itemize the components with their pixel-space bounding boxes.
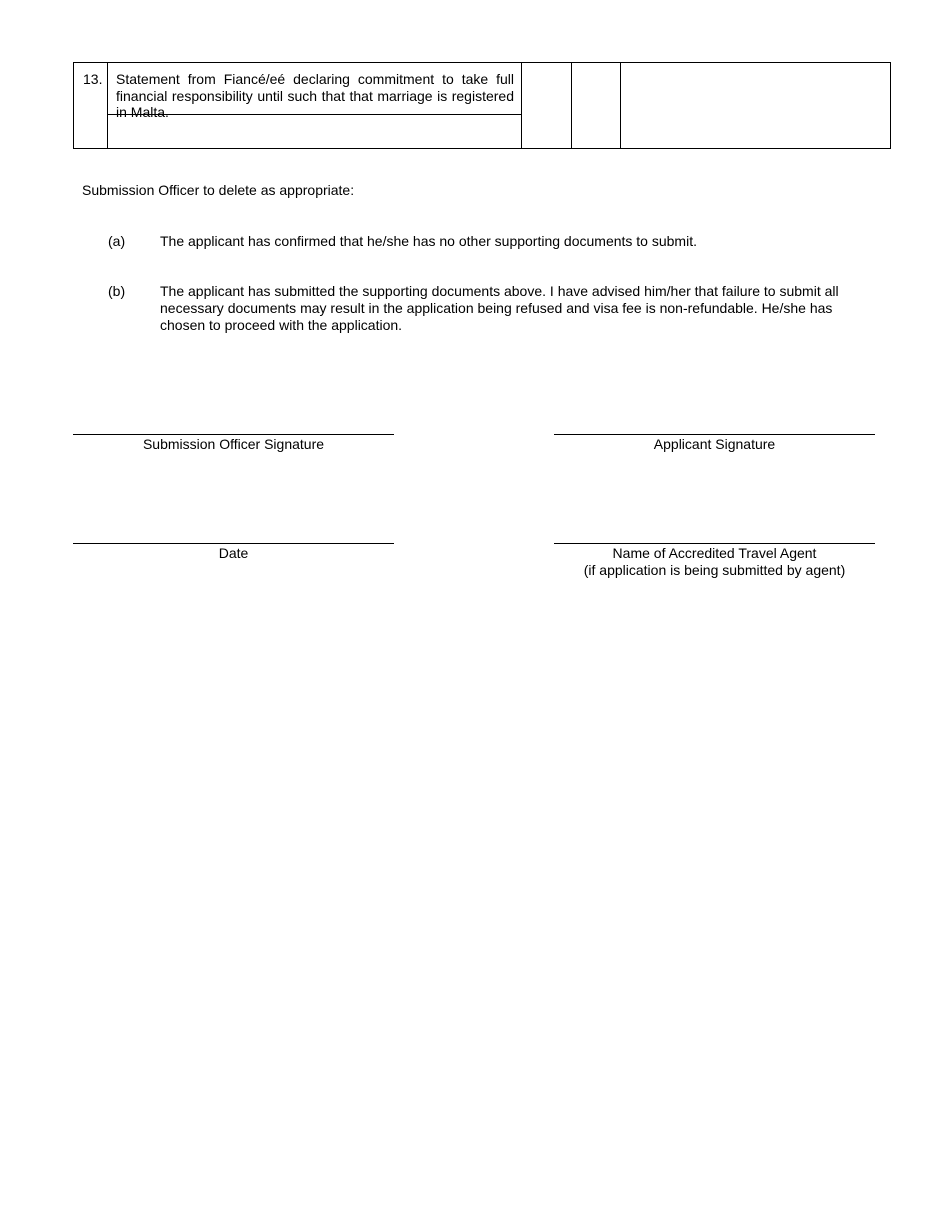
remarks-cell[interactable] bbox=[621, 63, 891, 149]
date-label: Date bbox=[218, 545, 249, 561]
clause-b bbox=[108, 283, 868, 334]
officer-signature-line[interactable] bbox=[73, 434, 394, 453]
date-line[interactable] bbox=[73, 543, 394, 562]
check-cell-1[interactable] bbox=[522, 63, 572, 149]
travel-agent-note: (if application is being submitted by agent) bbox=[583, 562, 846, 578]
travel-agent-label: Name of Accredited Travel Agent bbox=[612, 545, 817, 561]
row-description-blank[interactable] bbox=[108, 115, 521, 148]
clause-a bbox=[108, 233, 868, 250]
check-cell-2[interactable] bbox=[572, 63, 621, 149]
row-number: 13. bbox=[74, 63, 108, 149]
table-row bbox=[74, 63, 891, 149]
clause-text: The applicant has confirmed that he/she has no other supporting documents to submit. bbox=[160, 233, 697, 249]
row-description: Statement from Fiancé/eé declaring commitment to take full financial responsibility until such that that marriage is registered in Malta. bbox=[108, 63, 521, 115]
clause-text: The applicant has submitted the supporting documents above. I have advised him/her that failure to submit all necessary documents may result in the application being refused and visa fee is non-refundable. He/she has chosen to proceed with the application. bbox=[160, 283, 839, 333]
supporting-documents-table bbox=[73, 62, 891, 149]
submission-intro: Submission Officer to delete as appropriate: bbox=[82, 182, 355, 198]
clause-label: (a) bbox=[108, 233, 126, 249]
clause-label: (b) bbox=[108, 283, 126, 299]
row-description-cell bbox=[108, 63, 522, 149]
travel-agent-line[interactable] bbox=[554, 543, 875, 579]
officer-signature-label: Submission Officer Signature bbox=[142, 436, 325, 452]
applicant-signature-line[interactable] bbox=[554, 434, 875, 453]
applicant-signature-label: Applicant Signature bbox=[653, 436, 776, 452]
